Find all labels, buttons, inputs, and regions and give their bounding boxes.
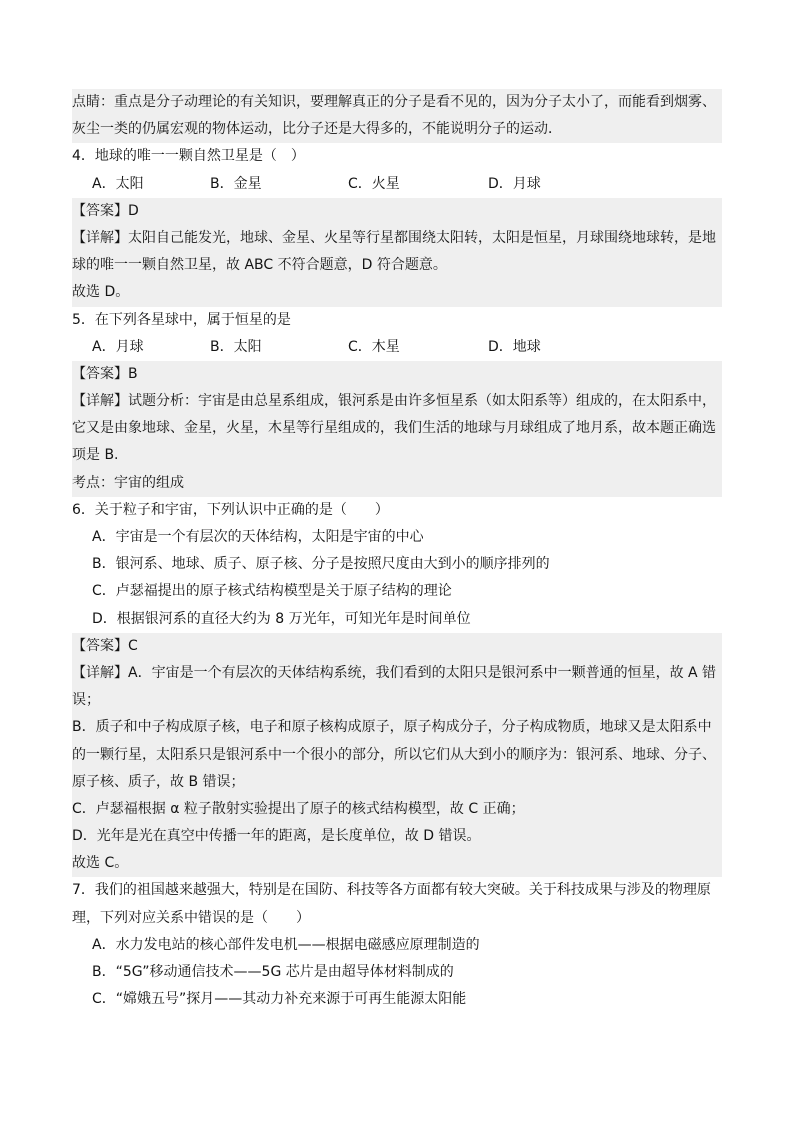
q5-explanation-line: 它又是由象地球、金星，火星，木星等行星组成的，我们生活的地球与月球组成了地月系，故本题正确选	[72, 420, 716, 437]
q5-stem: 5．在下列各星球中，属于恒星的是	[72, 311, 291, 328]
q5-option-c: C．木星	[348, 338, 400, 355]
q6-explanation-line: 故选 C。	[72, 855, 129, 872]
q6-option-a: A．宇宙是一个有层次的天体结构，太阳是宇宙的中心	[92, 529, 424, 545]
q5-explanation-line: 项是 B.	[72, 447, 119, 464]
q6-explanation-line: 的一颗行星，太阳系只是银河系中一个很小的部分，所以它们从大到小的顺序为：银河系、地球、分子、	[72, 746, 716, 763]
q7-option-c: C．“嫦娥五号”探月——其动力补充来源于可再生能源太阳能	[92, 991, 467, 1008]
q5-option-a: A．月球	[92, 338, 144, 355]
q4-answer-block	[72, 198, 722, 307]
q4-option-a: A．太阳	[92, 175, 144, 192]
q4-explanation-line: 【详解】太阳自己能发光，地球、金星、火星等行星都围绕太阳转，太阳是恒星，月球围绕地球转，是地	[72, 229, 716, 246]
q3-tip-line: 灰尘一类的仍属宏观的物体运动，比分子还是大得多的，不能说明分子的运动．	[72, 121, 562, 138]
q4-answer: 【答案】D	[72, 202, 139, 219]
q3-tip-line: 点睛：重点是分子动理论的有关知识，要理解真正的分子是看不见的，因为分子太小了，而能看到烟雾、	[72, 94, 716, 110]
q3-tip-block	[72, 89, 722, 143]
q6-explanation-line: D．光年是光在真空中传播一年的距离，是长度单位，故 D 错误。	[72, 828, 481, 845]
q6-stem: 6．关于粒子和宇宙，下列认识中正确的是（ ）	[72, 501, 389, 518]
q4-option-c: C．火星	[348, 175, 400, 192]
document-page	[72, 89, 722, 1013]
q5-explanation-line: 【详解】试题分析：宇宙是由总星系组成，银河系是由许多恒星系（如太阳系等）组成的，在太阳系中，	[72, 393, 716, 410]
q6-explanation-line: 原子核、质子，故 B 错误；	[72, 773, 245, 790]
q5-option-d: D．地球	[488, 338, 541, 355]
q7-stem: 7．我们的祖国越来越强大，特别是在国防、科技等各方面都有较大突破。关于科技成果与涉及的物理原	[72, 882, 711, 899]
q6-option-d: D．根据银河系的直径大约为 8 万光年，可知光年是时间单位	[92, 610, 471, 627]
q6-option-c: C．卢瑟福提出的原子核式结构模型是关于原子结构的理论	[92, 583, 452, 600]
q4-explanation-line: 球的唯一一颗自然卫星，故 ABC 不符合题意，D 符合题意。	[72, 257, 447, 274]
q4-option-b: B．金星	[210, 175, 262, 192]
q7-option-b: B．“5G”移动通信技术——5G 芯片是由超导体材料制成的	[92, 964, 454, 980]
q6-explanation-line: 【详解】A．宇宙是一个有层次的天体结构系统，我们看到的太阳只是银河系中一颗普通的恒星，故 A 错	[72, 664, 717, 681]
q5-explanation-line: 考点：宇宙的组成	[72, 474, 184, 491]
q5-answer-block	[72, 361, 722, 497]
q6-option-b: B．银河系、地球、质子、原子核、分子是按照尺度由大到小的顺序排列的	[92, 556, 550, 573]
q5-option-b: B．太阳	[210, 338, 262, 355]
q7-option-a: A．水力发电站的核心部件发电机——根据电磁感应原理制造的	[92, 936, 480, 953]
q4-stem: 4．地球的唯一一颗自然卫星是（ ）	[72, 148, 305, 165]
q6-explanation-line: 误；	[72, 692, 100, 709]
q7-stem: 理，下列对应关系中错误的是（ ）	[72, 909, 310, 926]
q4-explanation-line: 故选 D。	[72, 284, 130, 301]
q5-options	[72, 334, 722, 361]
q6-answer: 【答案】C	[72, 637, 138, 654]
q6-explanation-line: B．质子和中子构成原子核，电子和原子核构成原子，原子构成分子，分子构成物质，地球又是太阳系中	[72, 719, 712, 736]
q4-options	[72, 171, 722, 198]
q6-answer-block	[72, 633, 722, 878]
q6-explanation-line: C．卢瑟福根据 α 粒子散射实验提出了原子的核式结构模型，故 C 正确；	[72, 800, 525, 817]
q4-option-d: D．月球	[488, 175, 541, 192]
q5-answer: 【答案】B	[72, 365, 138, 382]
